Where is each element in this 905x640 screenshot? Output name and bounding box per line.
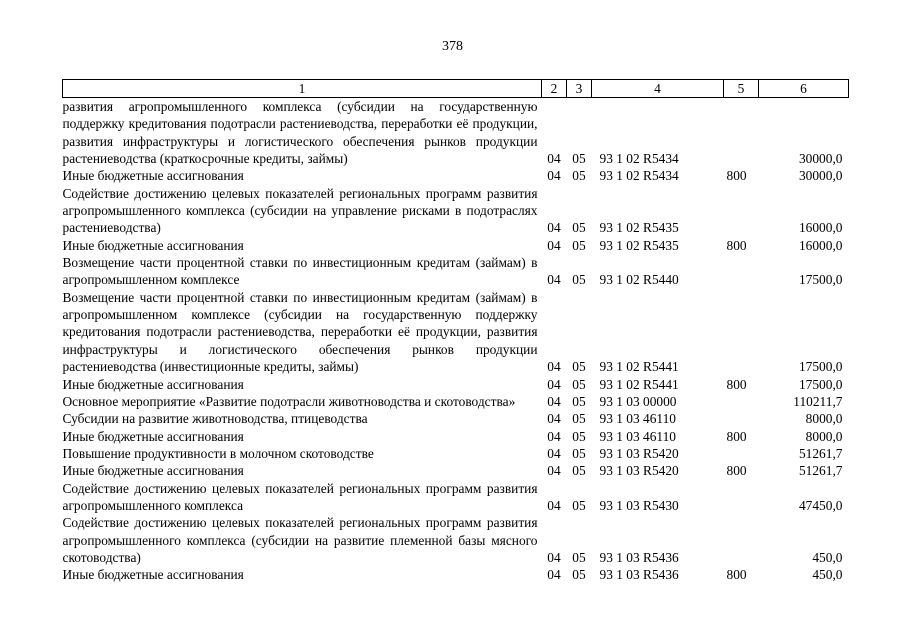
table-row — [63, 185, 849, 237]
table-row — [63, 393, 849, 410]
row-target-item-code: 93 1 02 R5440 — [599, 272, 679, 288]
row-amount: 17500,0 — [798, 359, 843, 375]
row-expense-type-code — [724, 480, 759, 515]
row-expense-type-code: 800 — [726, 567, 747, 583]
row-description: Иные бюджетные ассигнования — [62, 237, 244, 253]
row-amount: 17500,0 — [798, 376, 843, 392]
table-row — [63, 445, 849, 462]
row-section-code: 04 — [547, 411, 561, 427]
row-expense-type-code: 800 — [726, 428, 747, 444]
row-subsection-code: 05 — [572, 393, 586, 409]
row-section-code: 04 — [547, 497, 561, 513]
row-section-code: 04 — [547, 428, 561, 444]
row-section-code: 04 — [547, 151, 561, 167]
row-subsection-code: 05 — [572, 428, 586, 444]
row-target-item-code: 93 1 03 00000 — [599, 393, 677, 409]
row-description: Повышение продуктивности в молочном скотоводстве — [62, 445, 374, 461]
row-description: Субсидии на развитие животноводства, птицеводства — [62, 411, 368, 427]
row-amount: 450,0 — [812, 549, 843, 565]
row-expense-type-code — [724, 393, 759, 410]
row-section-code: 04 — [547, 393, 561, 409]
row-target-item-code: 93 1 03 R5420 — [599, 445, 679, 461]
table-header-row — [63, 80, 849, 98]
row-description: Возмещение части процентной ставки по инвестиционным кредитам (займам) в агропромышленном комплексе (субсидии на государственную поддержку кредитования подотрасли растениеводства, переработки её продукции, развития инфраструктуры и логистического обеспечения рынков продукции растениеводства (инвестиционные кредиты, займы) — [62, 289, 538, 375]
row-description: Содействие достижению целевых показателей региональных программ развития агропромышленного комплекса (субсидии на развитие племенной базы мясного скотоводства) — [62, 515, 538, 565]
table-row — [63, 566, 849, 583]
row-amount: 51261,7 — [798, 463, 843, 479]
row-target-item-code: 93 1 02 R5434 — [599, 151, 679, 167]
row-section-code: 04 — [547, 220, 561, 236]
row-subsection-code: 05 — [572, 151, 586, 167]
column-header: 4 — [592, 80, 724, 98]
row-description: Основное мероприятие «Развитие подотрасли животноводства и скотоводства» — [62, 393, 516, 409]
row-subsection-code: 05 — [572, 359, 586, 375]
page-number: 378 — [442, 39, 463, 54]
row-target-item-code: 93 1 02 R5435 — [599, 237, 679, 253]
row-expense-type-code — [724, 254, 759, 289]
row-expense-type-code — [724, 445, 759, 462]
row-expense-type-code — [724, 185, 759, 237]
table-row — [63, 514, 849, 566]
row-section-code: 04 — [547, 445, 561, 461]
row-subsection-code: 05 — [572, 272, 586, 288]
table-row — [63, 410, 849, 427]
row-description: Иные бюджетные ассигнования — [62, 567, 244, 583]
row-expense-type-code — [724, 98, 759, 168]
row-amount: 47450,0 — [798, 497, 843, 513]
row-section-code: 04 — [547, 359, 561, 375]
row-amount: 8000,0 — [805, 428, 843, 444]
row-section-code: 04 — [547, 272, 561, 288]
row-description: Возмещение части процентной ставки по инвестиционным кредитам (займам) в агропромышленном комплексе — [62, 255, 538, 288]
row-subsection-code: 05 — [572, 168, 586, 184]
table-row — [63, 98, 849, 168]
table-row — [63, 428, 849, 445]
row-expense-type-code — [724, 289, 759, 376]
row-description: Содействие достижению целевых показателей региональных программ развития агропромышленного комплекса (субсидии на управление рисками в подотраслях растениеводства) — [62, 185, 538, 236]
row-amount: 30000,0 — [798, 168, 843, 184]
row-subsection-code: 05 — [572, 463, 586, 479]
table-row — [63, 376, 849, 393]
row-description: развития агропромышленного комплекса (субсидии на государственную поддержку кредитования подотрасли растениеводства, переработки её продукции, развития инфраструктуры и логистического обеспечения рынков продукции растениеводства (краткосрочные кредиты, займы) — [62, 99, 538, 167]
column-header: 2 — [542, 80, 567, 98]
row-subsection-code: 05 — [572, 220, 586, 236]
row-target-item-code: 93 1 03 R5430 — [599, 497, 679, 513]
column-header: 1 — [63, 80, 542, 98]
row-amount: 16000,0 — [798, 220, 843, 236]
row-expense-type-code — [724, 410, 759, 427]
row-target-item-code: 93 1 03 R5436 — [599, 549, 679, 565]
row-subsection-code: 05 — [572, 549, 586, 565]
row-expense-type-code: 800 — [726, 237, 747, 253]
row-section-code: 04 — [547, 168, 561, 184]
row-subsection-code: 05 — [572, 567, 586, 583]
row-target-item-code: 93 1 02 R5441 — [599, 376, 679, 392]
row-amount: 30000,0 — [798, 151, 843, 167]
row-expense-type-code: 800 — [726, 376, 747, 392]
row-expense-type-code: 800 — [726, 168, 747, 184]
column-header: 3 — [567, 80, 592, 98]
row-amount: 110211,7 — [793, 393, 843, 409]
row-description: Содействие достижению целевых показателей региональных программ развития агропромышленного комплекса — [62, 480, 538, 513]
row-target-item-code: 93 1 02 R5441 — [599, 359, 679, 375]
table-row — [63, 462, 849, 479]
table-row — [63, 480, 849, 515]
row-description: Иные бюджетные ассигнования — [62, 376, 244, 392]
row-amount: 8000,0 — [805, 411, 843, 427]
row-section-code: 04 — [547, 567, 561, 583]
budget-table — [62, 79, 849, 584]
column-header: 5 — [724, 80, 759, 98]
row-expense-type-code: 800 — [726, 463, 747, 479]
row-subsection-code: 05 — [572, 376, 586, 392]
row-description: Иные бюджетные ассигнования — [62, 428, 244, 444]
row-target-item-code: 93 1 02 R5434 — [599, 168, 679, 184]
row-target-item-code: 93 1 03 46110 — [599, 428, 676, 444]
table-body — [63, 98, 849, 584]
row-description: Иные бюджетные ассигнования — [62, 463, 244, 479]
row-target-item-code: 93 1 03 R5436 — [599, 567, 679, 583]
column-header: 6 — [759, 80, 849, 98]
row-expense-type-code — [724, 514, 759, 566]
row-amount: 51261,7 — [798, 445, 843, 461]
row-target-item-code: 93 1 03 46110 — [599, 411, 676, 427]
row-description: Иные бюджетные ассигнования — [62, 168, 244, 184]
row-amount: 17500,0 — [798, 272, 843, 288]
row-subsection-code: 05 — [572, 411, 586, 427]
row-section-code: 04 — [547, 376, 561, 392]
table-row — [63, 254, 849, 289]
row-target-item-code: 93 1 02 R5435 — [599, 220, 679, 236]
row-section-code: 04 — [547, 549, 561, 565]
row-section-code: 04 — [547, 463, 561, 479]
table-row — [63, 167, 849, 184]
row-subsection-code: 05 — [572, 237, 586, 253]
row-amount: 16000,0 — [798, 237, 843, 253]
table-row — [63, 289, 849, 376]
row-subsection-code: 05 — [572, 445, 586, 461]
table-row — [63, 237, 849, 254]
row-subsection-code: 05 — [572, 497, 586, 513]
row-amount: 450,0 — [812, 567, 843, 583]
row-section-code: 04 — [547, 237, 561, 253]
row-target-item-code: 93 1 03 R5420 — [599, 463, 679, 479]
